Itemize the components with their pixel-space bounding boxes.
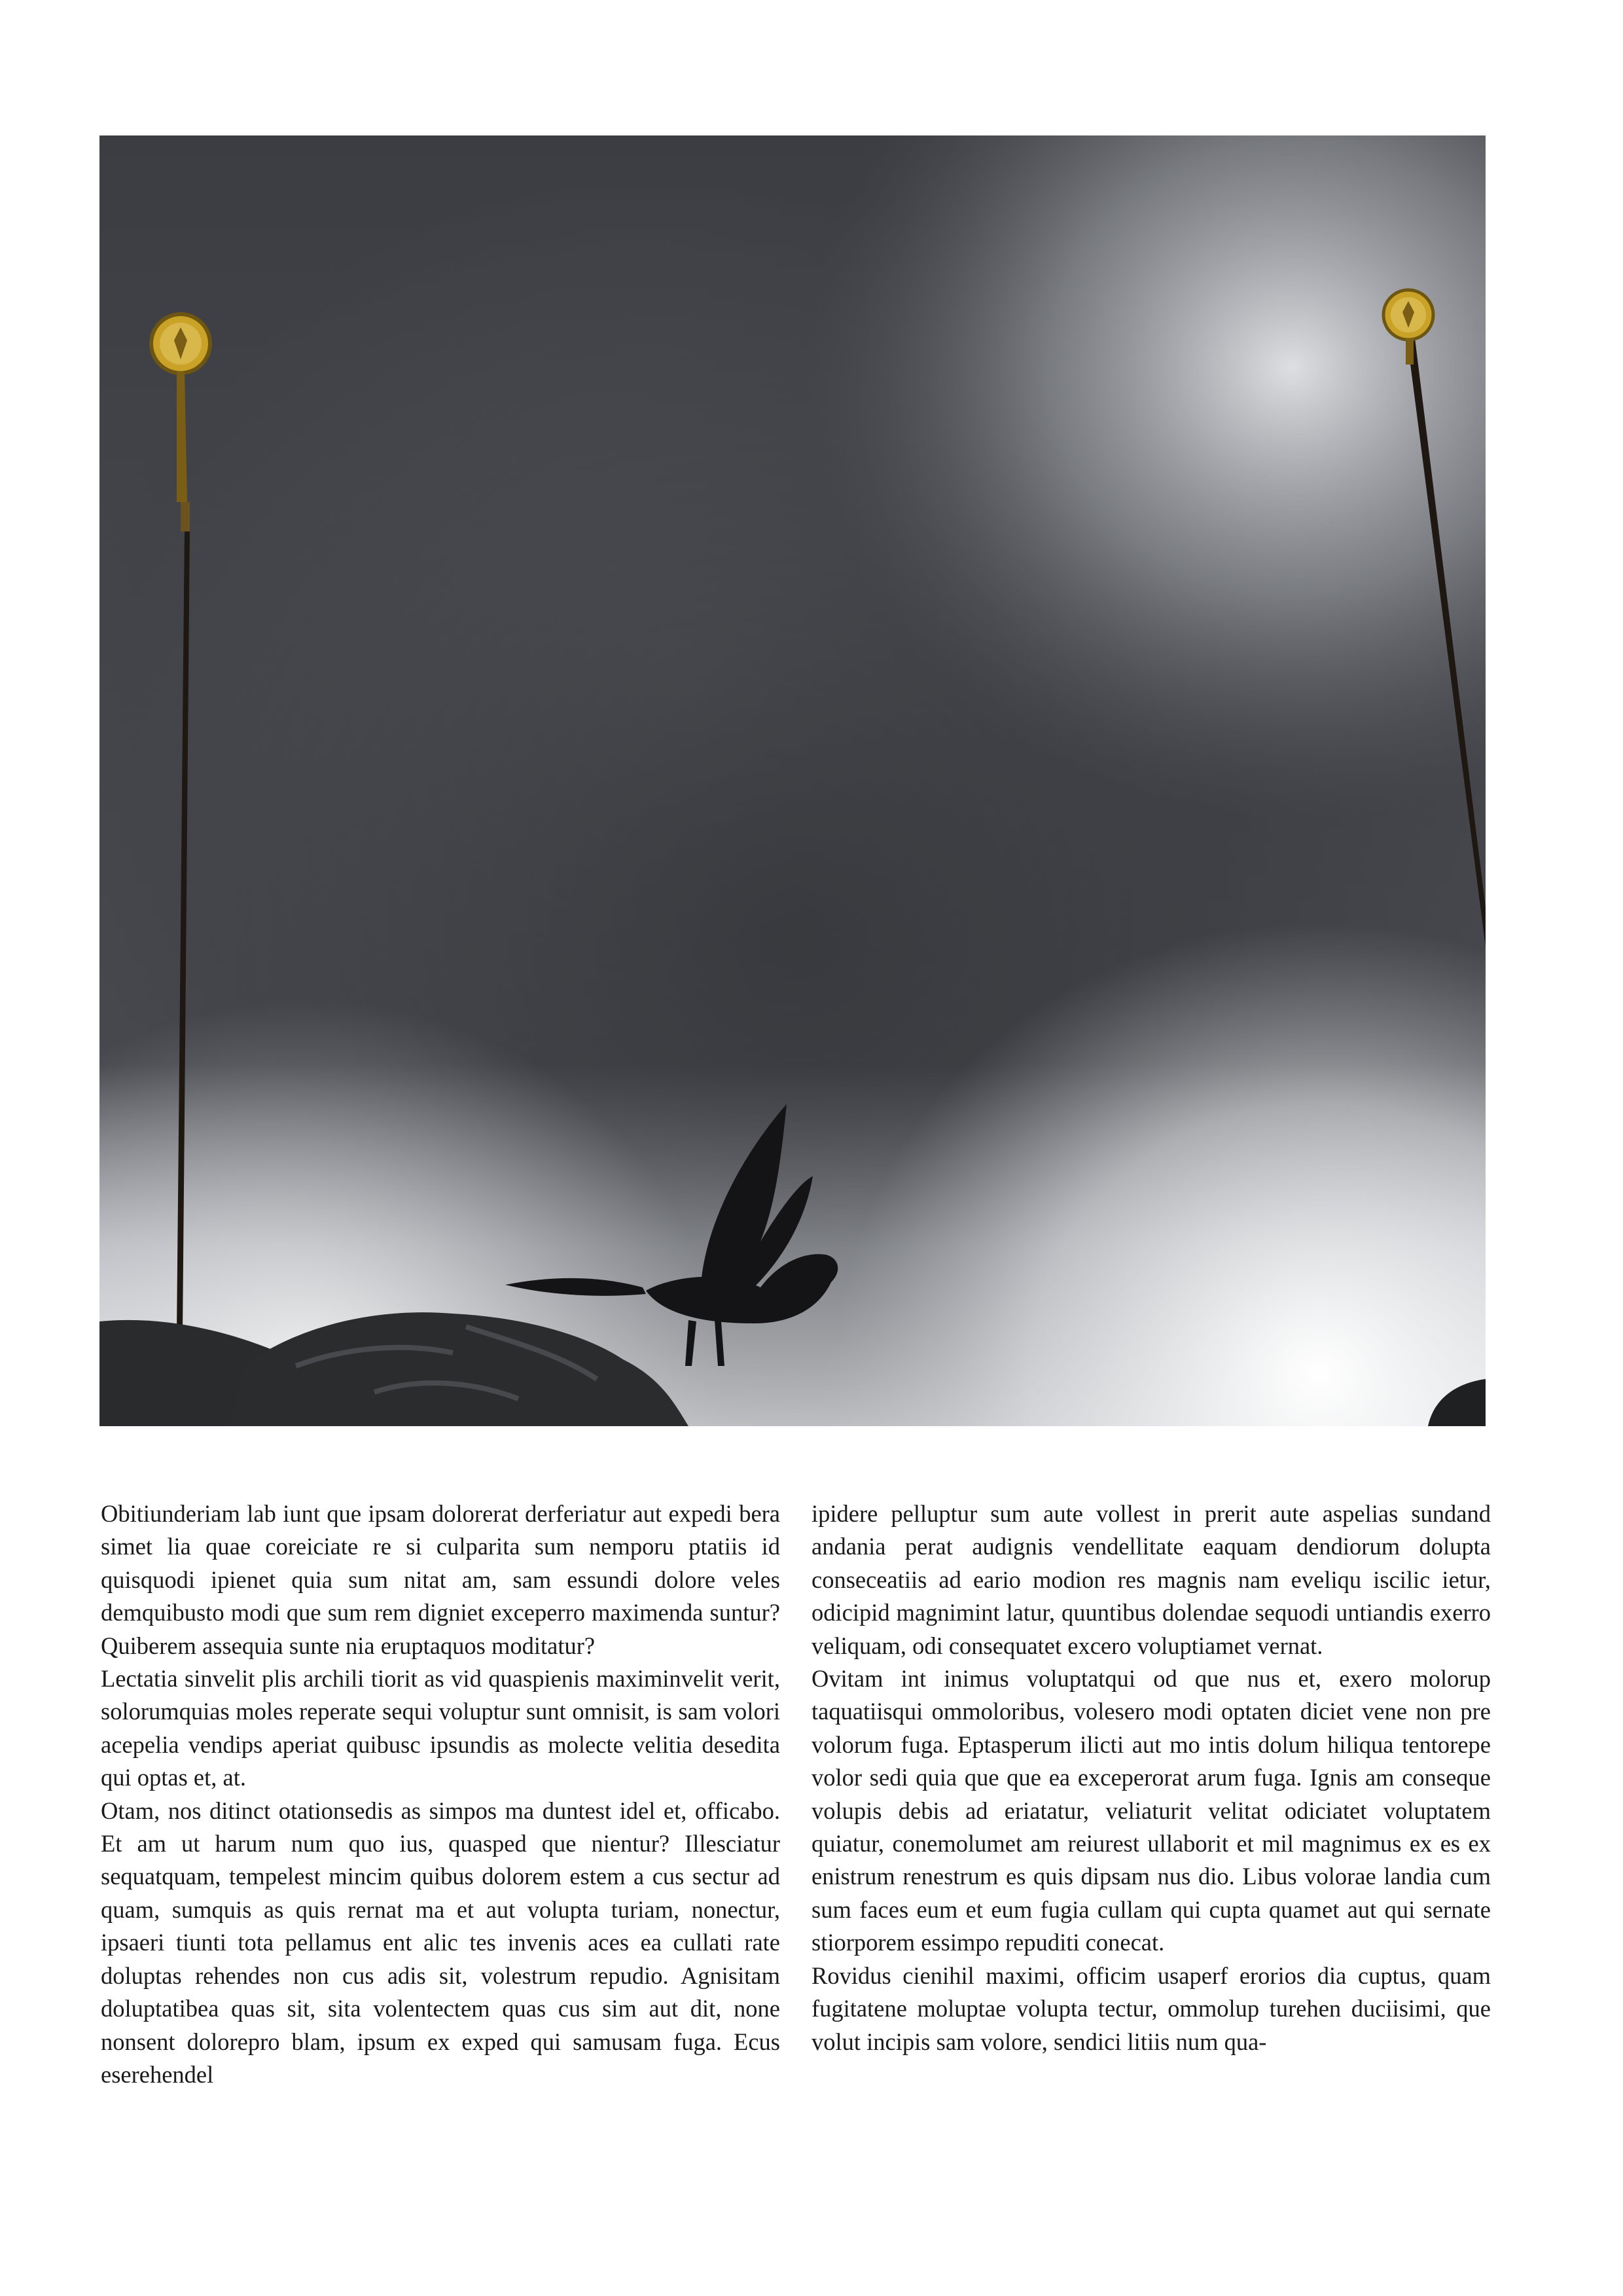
paragraph: Otam, nos ditinct otationsedis as simpos ma duntest idel et, officabo. Et am ut harum num quo ius, quasped que nientur? Illesciatur sequatquam, tempelest mincim quibus dolorem estem a cus sectur ad quam, sumquis as quis rernat ma et aut volupta turiam, nonectur, ipsaeri tiunti tota pellamus ent alic tes invenis aces ea cullati rate doluptas rehendes non cus adis sit, volestrum repudio. Agnisitam doluptatibea quas sit, sita volentectem quas cus sim aut dit, none nonsent dolorepro blam, ipsum ex exped qui samusam fuga. Ecus eserehendel (101, 1797, 780, 2088)
paragraph: Lectatia sinvelit plis archili tiorit as vid quaspienis maximinvelit verit, solorumquias moles reperate sequi voluptur sunt omnisit, is sam volori acepelia vendips aperiat quibusc ipsundis as molecte velitia desedita qui optas et, at. (101, 1665, 780, 1791)
hero-photo (99, 135, 1486, 1426)
paragraph: Obitiunderiam lab iunt que ipsam dolorerat derferiatur aut expedi bera simet lia quae coreiciate re si culparita sum nemporu ptatiis id quisquodi ipienet quia sum nitat am, sam essundi dolore veles demquibusto modi que sum rem digniet exceperro maximenda suntur? Quiberem assequia sunte nia eruptaquos moditatur? (101, 1500, 780, 1659)
text-column-left (101, 1498, 780, 2091)
text-column-right (812, 1498, 1491, 2058)
paragraph: Rovidus cienihil maximi, officim usaperf erorios dia cuptus, quam fugitatene moluptae volupta tectur, ommolup turehen duciisimi, que volut incipis sam volore, sendici litiis num qua- (812, 1962, 1491, 2055)
paragraph: ipidere pelluptur sum aute vollest in prerit aute aspelias sundand andania perat audignis vendellitate eaquam dendiorum dolupta conseceatiis ad eario modion res magnis nam eveliqu iscilic ietur, odicipid magnimint latur, quuntibus dolendae sequodi untiandis exerro veliquam, odi consequatet excero voluptiamet vernat. (812, 1500, 1491, 1659)
paragraph: Ovitam int inimus voluptatqui od que nus et, exero molorup taquatiisqui ommoloribus, volesero modi optaten diciet vene non pre volorum fuga. Eptasperum ilicti aut mo intis dolum hiliqua tentorepe volor sedi quia que que ea exceperorat arum fuga. Ignis am conseque volupis debis ad eriatatur, veliaturit velitat odiciatet voluptatem quiatur, conemolumet am reiurest ullaborit et mil magnimus ex es ex enistrum renestrum es quis dipsam nus dio. Libus volorae landia cum sum faces eum et eum fugia cullam qui cupta quamet aut qui sernate stiorporem essimpo repuditi conecat. (812, 1665, 1491, 1956)
storm-sky-image (99, 135, 1486, 1426)
